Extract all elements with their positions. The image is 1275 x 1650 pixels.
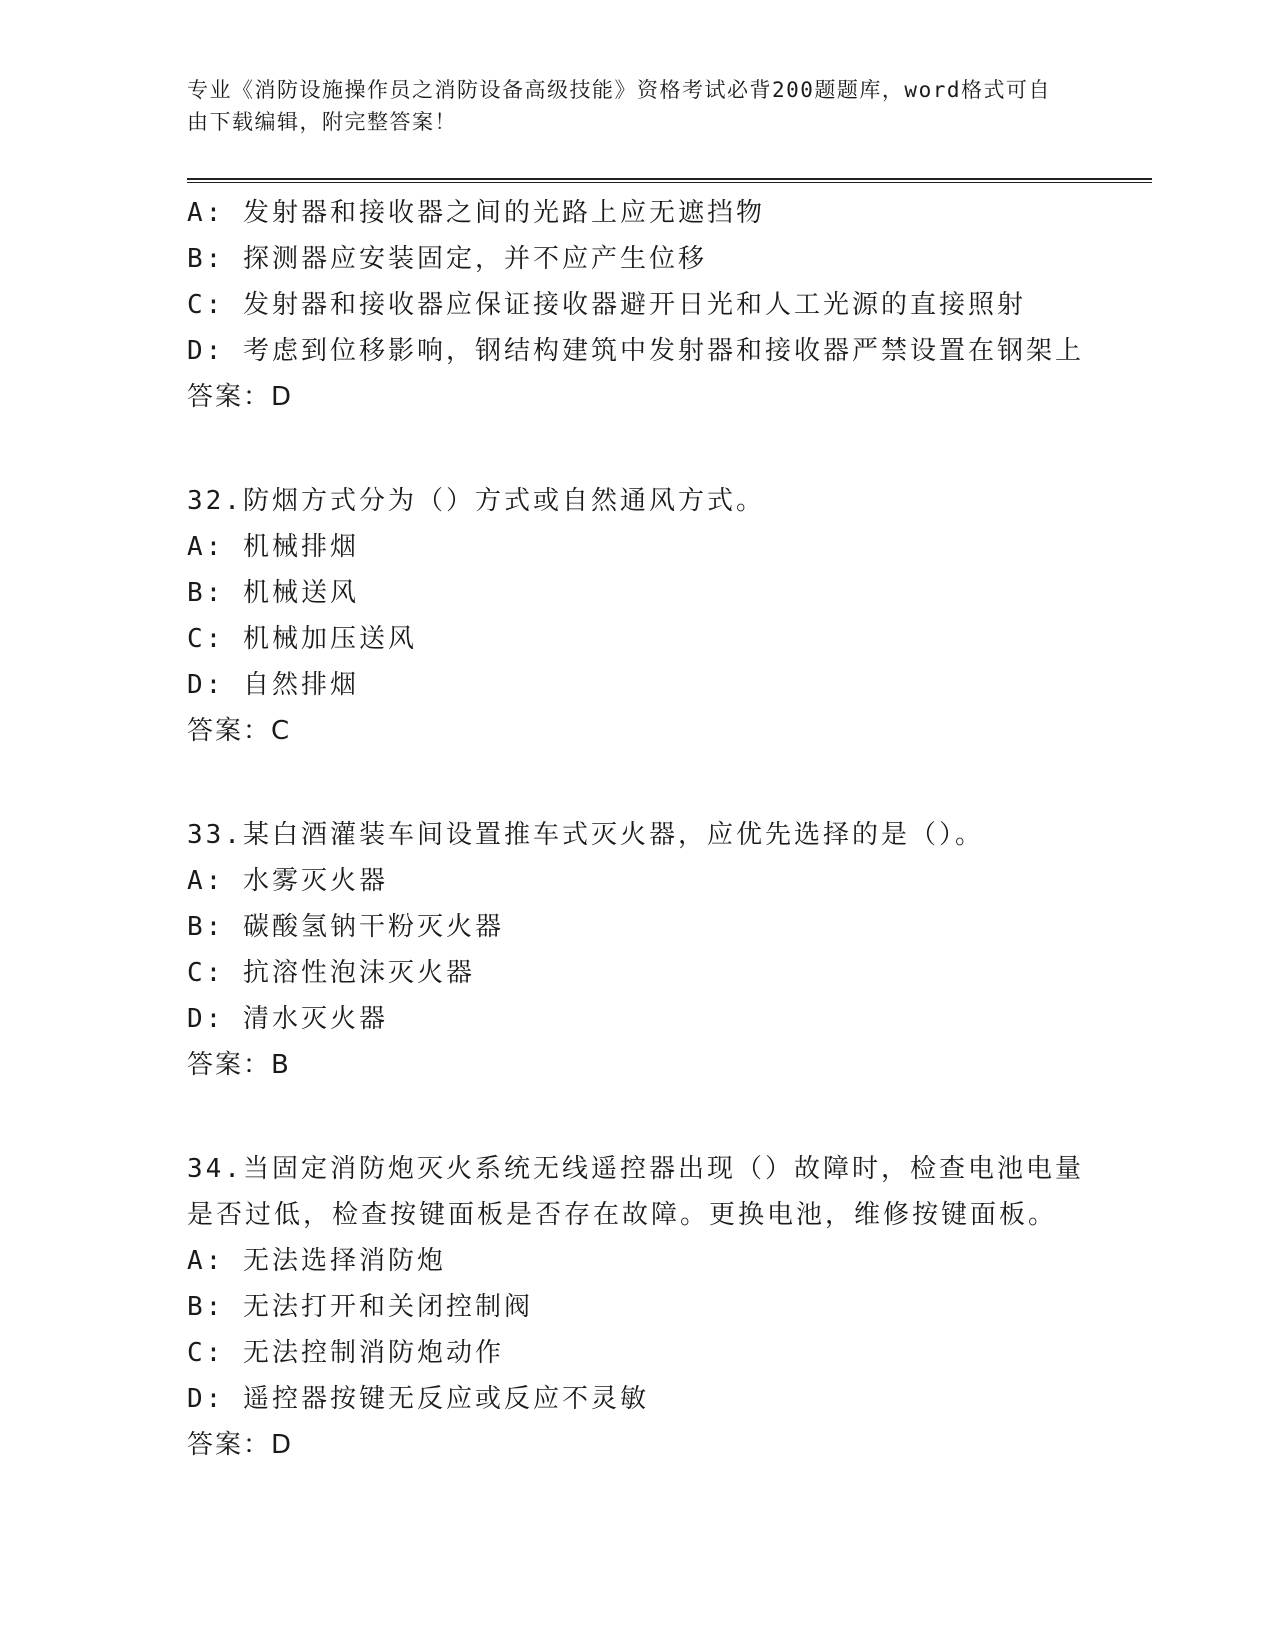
question-text: 32.防烟方式分为（）方式或自然通风方式。 <box>187 486 765 516</box>
document-body <box>187 190 1147 1468</box>
option-b: B: 机械送风 <box>187 578 359 608</box>
option-d: D: 自然排烟 <box>187 670 359 700</box>
answer: 答案：D <box>187 1430 294 1460</box>
option-d: D: 清水灭火器 <box>187 1004 388 1034</box>
option-d: D: 考虑到位移影响，钢结构建筑中发射器和接收器严禁设置在钢架上 <box>187 336 1084 366</box>
question-block-34 <box>187 1146 1147 1468</box>
option-b: B: 探测器应安装固定，并不应产生位移 <box>187 244 707 274</box>
option-c: C: 无法控制消防炮动作 <box>187 1338 504 1368</box>
option-c: C: 发射器和接收器应保证接收器避开日光和人工光源的直接照射 <box>187 290 1026 320</box>
question-text: 33.某白酒灌装车间设置推车式灭火器，应优先选择的是（）。 <box>187 820 984 850</box>
option-a: A: 发射器和接收器之间的光路上应无遮挡物 <box>187 198 765 228</box>
header-rule-thin <box>187 182 1152 183</box>
header-rule-thick <box>187 178 1152 180</box>
option-b: B: 碳酸氢钠干粉灭火器 <box>187 912 504 942</box>
question-block-32 <box>187 478 1147 754</box>
option-c: C: 机械加压送风 <box>187 624 417 654</box>
option-d: D: 遥控器按键无反应或反应不灵敏 <box>187 1384 649 1414</box>
option-a: A: 水雾灭火器 <box>187 866 388 896</box>
option-a: A: 无法选择消防炮 <box>187 1246 446 1276</box>
option-c: C: 抗溶性泡沫灭火器 <box>187 958 475 988</box>
answer: 答案：C <box>187 716 292 746</box>
question-text: 34.当固定消防炮灭火系统无线遥控器出现（）故障时，检查电池电量是否过低，检查按键面板是否存在故障。更换电池，维修按键面板。 <box>187 1154 1084 1230</box>
answer: 答案：B <box>187 1050 291 1080</box>
question-block-31 <box>187 190 1147 420</box>
document-header: 专业《消防设施操作员之消防设备高级技能》资格考试必背200题题库，word格式可自由下载编辑，附完整答案！ <box>187 78 1051 134</box>
question-block-33 <box>187 812 1147 1088</box>
option-b: B: 无法打开和关闭控制阀 <box>187 1292 533 1322</box>
option-a: A: 机械排烟 <box>187 532 359 562</box>
answer: 答案：D <box>187 382 294 412</box>
